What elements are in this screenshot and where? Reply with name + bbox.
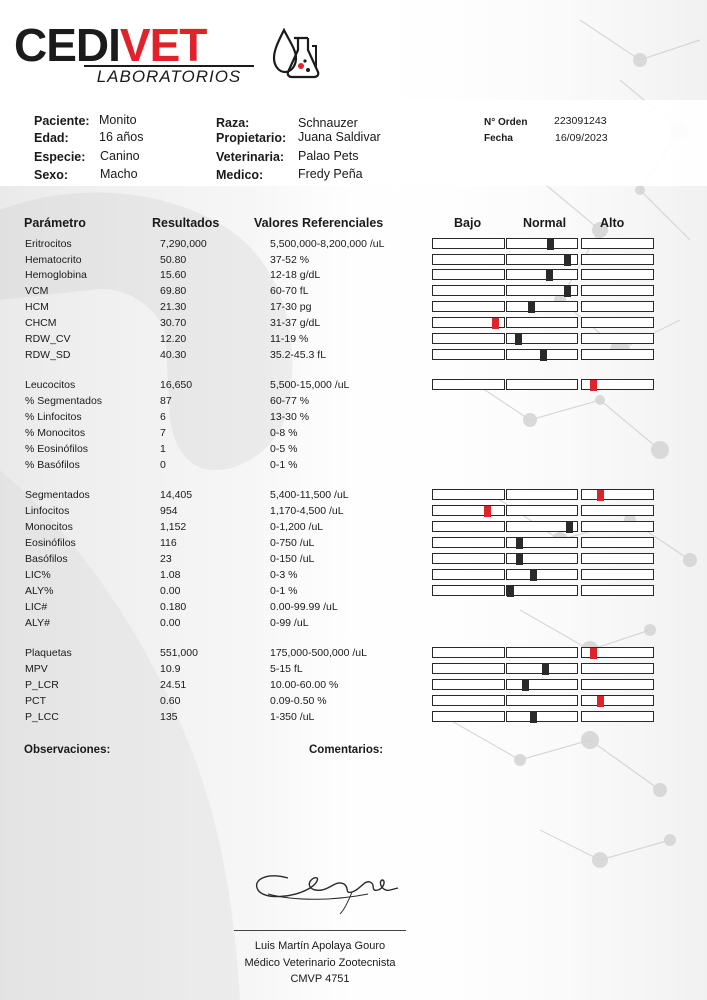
veterinaria-value: Palao Pets	[298, 149, 359, 163]
reference-range: 0-99 /uL	[270, 617, 309, 629]
sexo-label: Sexo:	[34, 168, 69, 182]
level-marker	[547, 239, 554, 250]
alto-box	[581, 537, 654, 548]
result-value: 24.51	[160, 679, 187, 691]
reference-range: 5-15 fL	[270, 663, 303, 675]
alto-box	[581, 679, 654, 690]
parameter-name: Linfocitos	[25, 505, 70, 517]
result-value: 40.30	[160, 349, 187, 361]
reference-range: 1-350 /uL	[270, 711, 315, 723]
alto-box	[581, 663, 654, 674]
alto-box	[581, 505, 654, 516]
normal-box	[506, 254, 578, 265]
parameter-name: % Linfocitos	[25, 411, 82, 423]
parameter-name: Eritrocitos	[25, 238, 72, 250]
reference-range: 0-8 %	[270, 427, 298, 439]
parameter-name: P_LCR	[25, 679, 59, 691]
table-row	[0, 253, 707, 269]
result-value: 1,152	[160, 521, 187, 533]
header-referenciales: Valores Referenciales	[254, 216, 384, 230]
paciente-value: Monito	[99, 113, 137, 127]
bajo-box	[432, 521, 505, 532]
table-row	[0, 394, 707, 410]
reference-range: 0-150 /uL	[270, 553, 315, 565]
level-marker	[540, 350, 547, 361]
propietario-label: Propietario:	[216, 131, 287, 145]
level-marker	[515, 334, 522, 345]
range-indicator	[432, 488, 654, 502]
normal-box	[506, 647, 578, 658]
table-row	[0, 710, 707, 726]
range-indicator	[432, 316, 654, 330]
reference-range: 5,500-15,000 /uL	[270, 379, 350, 391]
result-value: 0.00	[160, 585, 181, 597]
table-row	[0, 568, 707, 584]
parameter-name: VCM	[25, 285, 49, 297]
cedivet-logo	[14, 19, 314, 86]
reference-range: 0-1 %	[270, 585, 298, 597]
range-indicator	[432, 694, 654, 708]
parameter-name: % Basófilos	[25, 459, 80, 471]
parameter-name: LIC%	[25, 569, 51, 581]
reference-range: 10.00-60.00 %	[270, 679, 339, 691]
veterinaria-label: Veterinaria:	[216, 150, 285, 164]
range-indicator	[432, 584, 654, 598]
parameter-name: Leucocitos	[25, 379, 76, 391]
parameter-name: RDW_SD	[25, 349, 71, 361]
reference-range: 13-30 %	[270, 411, 310, 423]
especie-label: Especie:	[34, 150, 86, 164]
table-row	[0, 504, 707, 520]
normal-box	[506, 489, 578, 500]
reference-range: 17-30 pg	[270, 301, 312, 313]
table-row	[0, 694, 707, 710]
level-marker	[542, 664, 549, 675]
propietario-value: Juana Saldivar	[298, 130, 381, 144]
result-value: 16,650	[160, 379, 193, 391]
alto-box	[581, 489, 654, 500]
table-row	[0, 442, 707, 458]
table-row	[0, 332, 707, 348]
bajo-box	[432, 349, 505, 360]
logo-subtitle: LABORATORIOS	[84, 65, 254, 87]
alto-box	[581, 647, 654, 658]
paciente-label: Paciente:	[34, 114, 90, 128]
table-row	[0, 520, 707, 536]
header-parametro: Parámetro	[24, 216, 86, 230]
bajo-box	[432, 285, 505, 296]
reference-range: 37-52 %	[270, 254, 310, 266]
signature-name: Luis Martín Apolaya Gouro	[254, 940, 386, 952]
table-row	[0, 600, 707, 616]
table-row	[0, 662, 707, 678]
alto-box	[581, 695, 654, 706]
range-indicator	[432, 284, 654, 298]
result-value: 551,000	[160, 647, 198, 659]
result-value: 1.08	[160, 569, 181, 581]
level-marker	[507, 586, 514, 597]
normal-box	[506, 317, 578, 328]
reference-range: 5,500,000-8,200,000 /uL	[270, 238, 385, 250]
table-row	[0, 488, 707, 504]
level-marker	[590, 648, 597, 659]
level-marker	[564, 286, 571, 297]
result-value: 135	[160, 711, 178, 723]
signature-line	[234, 930, 406, 931]
edad-label: Edad:	[34, 131, 69, 145]
table-row	[0, 646, 707, 662]
table-row	[0, 616, 707, 632]
normal-box	[506, 238, 578, 249]
normal-box	[506, 285, 578, 296]
table-row	[0, 584, 707, 600]
parameter-name: Plaquetas	[25, 647, 72, 659]
bajo-box	[432, 553, 505, 564]
signature-title: Médico Veterinario Zootecnista	[244, 957, 396, 969]
reference-range: 0-5 %	[270, 443, 298, 455]
range-indicator	[432, 378, 654, 392]
range-indicator	[432, 300, 654, 314]
reference-range: 11-19 %	[270, 333, 309, 345]
parameter-name: LIC#	[25, 601, 48, 613]
table-row	[0, 300, 707, 316]
alto-box	[581, 553, 654, 564]
header-bajo: Bajo	[454, 216, 482, 230]
level-marker	[597, 490, 604, 501]
normal-box	[506, 269, 578, 280]
range-indicator	[432, 237, 654, 251]
normal-box	[506, 379, 578, 390]
result-value: 7,290,000	[160, 238, 207, 250]
bajo-box	[432, 711, 505, 722]
normal-box	[506, 711, 578, 722]
parameter-name: Segmentados	[25, 489, 90, 501]
alto-box	[581, 333, 654, 344]
normal-box	[506, 585, 578, 596]
parameter-name: RDW_CV	[25, 333, 71, 345]
table-row	[0, 268, 707, 284]
bajo-box	[432, 647, 505, 658]
bajo-box	[432, 569, 505, 580]
logo-name-red: VET	[119, 19, 207, 71]
logo-wordmark	[14, 19, 207, 71]
result-value: 0.180	[160, 601, 187, 613]
range-indicator	[432, 552, 654, 566]
normal-box	[506, 663, 578, 674]
medico-value: Fredy Peña	[298, 167, 363, 181]
signature-cmvp: CMVP 4751	[290, 973, 350, 985]
bajo-box	[432, 301, 505, 312]
result-value: 23	[160, 553, 172, 565]
fecha-value: 16/09/2023	[555, 132, 608, 144]
bajo-box	[432, 269, 505, 280]
level-marker	[546, 270, 553, 281]
parameter-name: MPV	[25, 663, 48, 675]
table-row	[0, 316, 707, 332]
bajo-box	[432, 663, 505, 674]
raza-value: Schnauzer	[298, 116, 358, 130]
normal-box	[506, 679, 578, 690]
reference-range: 0.09-0.50 %	[270, 695, 327, 707]
parameter-name: Eosinófilos	[25, 537, 76, 549]
reference-range: 0-750 /uL	[270, 537, 315, 549]
parameter-name: Monocitos	[25, 521, 73, 533]
bajo-box	[432, 317, 505, 328]
table-row	[0, 378, 707, 394]
level-marker	[597, 696, 604, 707]
result-value: 0	[160, 459, 166, 471]
parameter-name: Basófilos	[25, 553, 68, 565]
alto-box	[581, 379, 654, 390]
reference-range: 0-3 %	[270, 569, 298, 581]
table-row	[0, 284, 707, 300]
result-value: 14,405	[160, 489, 193, 501]
reference-range: 35.2-45.3 fL	[270, 349, 327, 361]
result-value: 50.80	[160, 254, 187, 266]
level-marker	[530, 570, 537, 581]
medico-label: Medico:	[216, 168, 264, 182]
table-row	[0, 458, 707, 474]
alto-box	[581, 301, 654, 312]
alto-box	[581, 285, 654, 296]
level-marker	[528, 302, 535, 313]
alto-box	[581, 254, 654, 265]
range-indicator	[432, 268, 654, 282]
edad-value: 16 años	[99, 130, 144, 144]
parameter-name: Hematocrito	[25, 254, 82, 266]
alto-box	[581, 269, 654, 280]
alto-box	[581, 238, 654, 249]
normal-box	[506, 537, 578, 548]
table-row	[0, 536, 707, 552]
level-marker	[566, 522, 573, 533]
reference-range: 0.00-99.99 /uL	[270, 601, 338, 613]
orden-value: 223091243	[554, 115, 607, 127]
reference-range: 1,170-4,500 /uL	[270, 505, 344, 517]
parameter-name: ALY#	[25, 617, 50, 629]
normal-box	[506, 349, 578, 360]
parameter-name: HCM	[25, 301, 49, 313]
bajo-box	[432, 238, 505, 249]
alto-box	[581, 349, 654, 360]
parameter-name: Hemoglobina	[25, 269, 87, 281]
parameter-name: % Eosinófilos	[25, 443, 89, 455]
reference-range: 60-70 fL	[270, 285, 309, 297]
result-value: 87	[160, 395, 172, 407]
result-value: 0.60	[160, 695, 181, 707]
level-marker	[492, 318, 499, 329]
normal-box	[506, 301, 578, 312]
reference-range: 0-1 %	[270, 459, 298, 471]
bajo-box	[432, 489, 505, 500]
bajo-box	[432, 585, 505, 596]
parameter-name: PCT	[25, 695, 46, 707]
result-value: 116	[160, 537, 177, 549]
header-alto: Alto	[600, 216, 625, 230]
range-indicator	[432, 504, 654, 518]
alto-box	[581, 569, 654, 580]
reference-range: 5,400-11,500 /uL	[270, 489, 349, 501]
header-resultados: Resultados	[152, 216, 220, 230]
level-marker	[530, 712, 537, 723]
bajo-box	[432, 333, 505, 344]
bajo-box	[432, 537, 505, 548]
table-row	[0, 678, 707, 694]
bajo-box	[432, 254, 505, 265]
normal-box	[506, 569, 578, 580]
table-row	[0, 552, 707, 568]
parameter-name: % Monocitos	[25, 427, 86, 439]
range-indicator	[432, 568, 654, 582]
flask-drop-icon	[272, 28, 320, 80]
alto-box	[581, 711, 654, 722]
result-value: 1	[160, 443, 166, 455]
level-marker	[590, 380, 597, 391]
alto-box	[581, 585, 654, 596]
bajo-box	[432, 505, 505, 516]
bajo-box	[432, 695, 505, 706]
alto-box	[581, 521, 654, 532]
normal-box	[506, 521, 578, 532]
result-value: 0.00	[160, 617, 181, 629]
normal-box	[506, 333, 578, 344]
parameter-name: % Segmentados	[25, 395, 103, 407]
result-value: 21.30	[160, 301, 187, 313]
level-marker	[484, 506, 491, 517]
sexo-value: Macho	[100, 167, 138, 181]
observaciones-label: Observaciones:	[24, 744, 111, 756]
logo-name-dark: CEDI	[14, 19, 120, 71]
orden-label: N° Orden	[484, 117, 528, 128]
comentarios-label: Comentarios:	[309, 744, 384, 756]
table-row	[0, 426, 707, 442]
fecha-label: Fecha	[484, 133, 513, 144]
normal-box	[506, 553, 578, 564]
level-marker	[522, 680, 529, 691]
range-indicator	[432, 520, 654, 534]
result-value: 954	[160, 505, 178, 517]
range-indicator	[432, 662, 654, 676]
normal-box	[506, 505, 578, 516]
range-indicator	[432, 536, 654, 550]
range-indicator	[432, 253, 654, 267]
reference-range: 31-37 g/dL	[270, 317, 321, 329]
bajo-box	[432, 679, 505, 690]
alto-box	[581, 317, 654, 328]
reference-range: 60-77 %	[270, 395, 310, 407]
result-value: 69.80	[160, 285, 187, 297]
level-marker	[564, 255, 571, 266]
bajo-box	[432, 379, 505, 390]
raza-label: Raza:	[216, 116, 250, 130]
table-row	[0, 237, 707, 253]
range-indicator	[432, 710, 654, 724]
table-row	[0, 348, 707, 364]
level-marker	[516, 538, 523, 549]
parameter-name: CHCM	[25, 317, 57, 329]
reference-range: 175,000-500,000 /uL	[270, 647, 367, 659]
header-normal: Normal	[523, 216, 567, 230]
reference-range: 0-1,200 /uL	[270, 521, 324, 533]
result-value: 7	[160, 427, 166, 439]
range-indicator	[432, 646, 654, 660]
result-value: 12.20	[160, 333, 187, 345]
level-marker	[516, 554, 523, 565]
range-indicator	[432, 332, 654, 346]
table-row	[0, 410, 707, 426]
reference-range: 12-18 g/dL	[270, 269, 321, 281]
result-value: 15.60	[160, 269, 187, 281]
result-value: 10.9	[160, 663, 181, 675]
especie-value: Canino	[100, 149, 140, 163]
parameter-name: ALY%	[25, 585, 54, 597]
normal-box	[506, 695, 578, 706]
range-indicator	[432, 678, 654, 692]
result-value: 6	[160, 411, 166, 423]
parameter-name: P_LCC	[25, 711, 59, 723]
range-indicator	[432, 348, 654, 362]
result-value: 30.70	[160, 317, 187, 329]
handwritten-signature	[248, 858, 406, 918]
